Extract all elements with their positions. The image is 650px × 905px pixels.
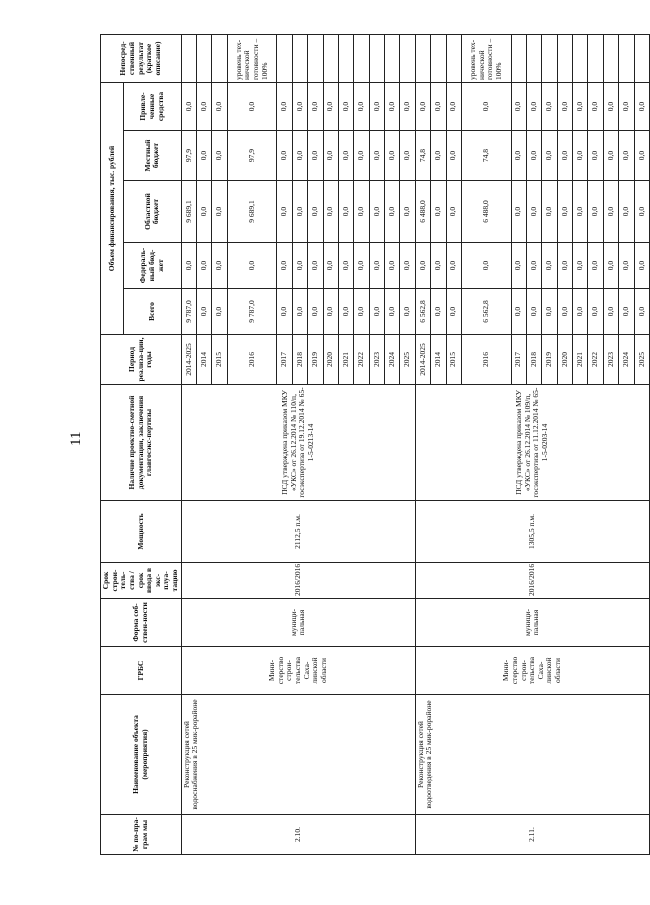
attracted-cell: 0,0 — [323, 83, 338, 131]
attracted-cell: 0,0 — [634, 83, 650, 131]
federal-cell: 0,0 — [603, 243, 618, 289]
local-cell: 0,0 — [369, 131, 384, 181]
federal-cell: 0,0 — [308, 243, 323, 289]
result-cell — [526, 35, 541, 83]
total-cell: 0,0 — [557, 289, 572, 335]
row-number: 2.11. — [415, 815, 649, 855]
period-cell: 2023 — [603, 335, 618, 385]
attracted-cell: 0,0 — [385, 83, 400, 131]
attracted-cell: 0,0 — [338, 83, 353, 131]
regional-cell: 0,0 — [603, 181, 618, 243]
result-cell — [354, 35, 369, 83]
result-cell — [511, 35, 526, 83]
attracted-cell: 0,0 — [227, 83, 277, 131]
period-cell: 2017 — [511, 335, 526, 385]
attracted-cell: 0,0 — [400, 83, 415, 131]
header-result: Непосред-ственный результат (краткое описание) — [101, 35, 182, 83]
result-cell — [573, 35, 588, 83]
local-cell: 0,0 — [323, 131, 338, 181]
period-cell: 2025 — [634, 335, 650, 385]
attracted-cell: 0,0 — [354, 83, 369, 131]
period-cell: 2014 — [197, 335, 212, 385]
header-name: Наименование объекта (мероприятия) — [101, 695, 182, 815]
total-cell: 0,0 — [292, 289, 307, 335]
period-cell: 2022 — [588, 335, 603, 385]
regional-cell: 0,0 — [526, 181, 541, 243]
local-cell: 0,0 — [573, 131, 588, 181]
rotated-table-wrapper — [100, 35, 646, 855]
local-cell: 0,0 — [292, 131, 307, 181]
period-cell: 2014-2025 — [181, 335, 196, 385]
total-cell: 0,0 — [573, 289, 588, 335]
total-cell: 0,0 — [588, 289, 603, 335]
program-table — [100, 34, 650, 855]
attracted-cell: 0,0 — [461, 83, 511, 131]
total-cell: 0,0 — [197, 289, 212, 335]
regional-cell: 0,0 — [369, 181, 384, 243]
period-cell: 2018 — [526, 335, 541, 385]
total-cell: 0,0 — [277, 289, 292, 335]
federal-cell: 0,0 — [588, 243, 603, 289]
page-number: 11 — [68, 431, 84, 446]
local-cell: 0,0 — [400, 131, 415, 181]
total-cell: 0,0 — [446, 289, 461, 335]
total-cell: 6 562,8 — [415, 289, 430, 335]
attracted-cell: 0,0 — [557, 83, 572, 131]
period-cell: 2018 — [292, 335, 307, 385]
federal-cell: 0,0 — [557, 243, 572, 289]
period-cell: 2024 — [619, 335, 634, 385]
total-cell: 0,0 — [619, 289, 634, 335]
regional-cell: 0,0 — [542, 181, 557, 243]
period-cell: 2020 — [323, 335, 338, 385]
federal-cell: 0,0 — [511, 243, 526, 289]
result-cell — [369, 35, 384, 83]
psd-cell: ПСД утверждена приказом МКУ «УКС» от 26.12.2014 № 109/п, госэкспертиза от 11.12.2014 № 65-1-5-0203-14 — [415, 385, 649, 501]
regional-cell: 0,0 — [277, 181, 292, 243]
federal-cell: 0,0 — [573, 243, 588, 289]
attracted-cell: 0,0 — [212, 83, 227, 131]
federal-cell: 0,0 — [354, 243, 369, 289]
result-cell — [323, 35, 338, 83]
header-term: Срок строи-тель-ства / срок ввода в экс-плуа-тацию — [101, 563, 182, 599]
federal-cell: 0,0 — [446, 243, 461, 289]
result-cell — [588, 35, 603, 83]
total-cell: 0,0 — [354, 289, 369, 335]
federal-cell: 0,0 — [197, 243, 212, 289]
regional-cell: 0,0 — [573, 181, 588, 243]
result-cell — [338, 35, 353, 83]
local-cell: 0,0 — [277, 131, 292, 181]
local-cell: 0,0 — [197, 131, 212, 181]
local-cell: 97,9 — [181, 131, 196, 181]
header-grbs: ГРБС — [101, 647, 182, 695]
header-no: № по-пра-грам мы — [101, 815, 182, 855]
regional-cell: 0,0 — [557, 181, 572, 243]
regional-cell: 0,0 — [634, 181, 650, 243]
local-cell: 0,0 — [354, 131, 369, 181]
federal-cell: 0,0 — [227, 243, 277, 289]
attracted-cell: 0,0 — [588, 83, 603, 131]
regional-cell: 9 689,1 — [181, 181, 196, 243]
attracted-cell: 0,0 — [511, 83, 526, 131]
header-psd: Наличие проектно-сметной документации, заключения главгосэкс-пертизы — [101, 385, 182, 501]
total-cell: 0,0 — [603, 289, 618, 335]
construction-term: 2016/2016 — [181, 563, 415, 599]
local-cell: 74,8 — [461, 131, 511, 181]
federal-cell: 0,0 — [461, 243, 511, 289]
regional-cell: 0,0 — [431, 181, 446, 243]
total-cell: 0,0 — [212, 289, 227, 335]
local-cell: 0,0 — [619, 131, 634, 181]
regional-cell: 0,0 — [588, 181, 603, 243]
header-regional: Областной бюджет — [124, 181, 181, 243]
header-finance: Объем финансирования, тыс. рублей — [101, 83, 124, 335]
local-cell: 0,0 — [542, 131, 557, 181]
attracted-cell: 0,0 — [542, 83, 557, 131]
header-row-top — [101, 35, 124, 855]
object-name: Реконструкция сетей водоснабжения в 25 мик-рорайоне — [181, 695, 415, 815]
period-cell: 2022 — [354, 335, 369, 385]
regional-cell: 0,0 — [308, 181, 323, 243]
header-federal: Федераль-ный бюд-жет — [124, 243, 181, 289]
capacity-cell: 2112,5 п.м. — [181, 501, 415, 563]
result-cell — [619, 35, 634, 83]
regional-cell: 0,0 — [323, 181, 338, 243]
total-cell: 0,0 — [400, 289, 415, 335]
header-local: Местный бюджет — [124, 131, 181, 181]
ownership-form: муници-пальная — [415, 599, 649, 647]
period-cell: 2019 — [308, 335, 323, 385]
period-cell: 2019 — [542, 335, 557, 385]
total-cell: 9 787,0 — [181, 289, 196, 335]
period-cell: 2024 — [385, 335, 400, 385]
result-cell — [277, 35, 292, 83]
regional-cell: 6 488,0 — [415, 181, 430, 243]
regional-cell: 9 689,1 — [227, 181, 277, 243]
result-cell — [446, 35, 461, 83]
total-cell: 0,0 — [511, 289, 526, 335]
local-cell: 0,0 — [603, 131, 618, 181]
header-form: Форма соб-ствен-ности — [101, 599, 182, 647]
header-total: Всего — [124, 289, 181, 335]
regional-cell: 0,0 — [354, 181, 369, 243]
total-cell: 0,0 — [323, 289, 338, 335]
federal-cell: 0,0 — [338, 243, 353, 289]
attracted-cell: 0,0 — [415, 83, 430, 131]
attracted-cell: 0,0 — [446, 83, 461, 131]
period-cell: 2016 — [227, 335, 277, 385]
local-cell: 74,8 — [415, 131, 430, 181]
regional-cell: 0,0 — [292, 181, 307, 243]
total-cell: 0,0 — [526, 289, 541, 335]
period-cell: 2017 — [277, 335, 292, 385]
federal-cell: 0,0 — [181, 243, 196, 289]
result-cell — [603, 35, 618, 83]
table-row — [415, 35, 430, 855]
total-cell: 0,0 — [542, 289, 557, 335]
regional-cell: 6 488,0 — [461, 181, 511, 243]
result-cell — [197, 35, 212, 83]
regional-cell: 0,0 — [511, 181, 526, 243]
attracted-cell: 0,0 — [431, 83, 446, 131]
attracted-cell: 0,0 — [292, 83, 307, 131]
total-cell: 0,0 — [431, 289, 446, 335]
local-cell: 0,0 — [431, 131, 446, 181]
result-cell — [385, 35, 400, 83]
header-attracted: Привле-ченные средства — [124, 83, 181, 131]
regional-cell: 0,0 — [446, 181, 461, 243]
federal-cell: 0,0 — [400, 243, 415, 289]
regional-cell: 0,0 — [197, 181, 212, 243]
attracted-cell: 0,0 — [603, 83, 618, 131]
total-cell: 0,0 — [338, 289, 353, 335]
result-cell — [542, 35, 557, 83]
regional-cell: 0,0 — [400, 181, 415, 243]
federal-cell: 0,0 — [292, 243, 307, 289]
result-cell: уровень тех-нической готовности – 100% — [461, 35, 511, 83]
table-body — [181, 35, 650, 855]
federal-cell: 0,0 — [542, 243, 557, 289]
regional-cell: 0,0 — [385, 181, 400, 243]
row-number: 2.10. — [181, 815, 415, 855]
local-cell: 97,9 — [227, 131, 277, 181]
period-cell: 2015 — [212, 335, 227, 385]
federal-cell: 0,0 — [369, 243, 384, 289]
attracted-cell: 0,0 — [181, 83, 196, 131]
total-cell: 0,0 — [634, 289, 650, 335]
attracted-cell: 0,0 — [277, 83, 292, 131]
local-cell: 0,0 — [446, 131, 461, 181]
psd-cell: ПСД утверждена приказом МКУ «УКС» от 26.12.2014 № 110/п, госэкспертиза от 19.12.2014 № 65-1-5-0213-14 — [181, 385, 415, 501]
result-cell — [557, 35, 572, 83]
period-cell: 2014 — [431, 335, 446, 385]
grbs-cell: Мини-стерство строи-тельства Саха-линской области — [415, 647, 649, 695]
ownership-form: муници-пальная — [181, 599, 415, 647]
capacity-cell: 1305,5 п.м. — [415, 501, 649, 563]
construction-term: 2016/2016 — [415, 563, 649, 599]
local-cell: 0,0 — [385, 131, 400, 181]
total-cell: 0,0 — [369, 289, 384, 335]
attracted-cell: 0,0 — [369, 83, 384, 131]
period-cell: 2025 — [400, 335, 415, 385]
result-cell — [292, 35, 307, 83]
period-cell: 2020 — [557, 335, 572, 385]
period-cell: 2014-2025 — [415, 335, 430, 385]
attracted-cell: 0,0 — [573, 83, 588, 131]
local-cell: 0,0 — [588, 131, 603, 181]
table-row — [181, 35, 196, 855]
period-cell: 2021 — [338, 335, 353, 385]
period-cell: 2021 — [573, 335, 588, 385]
header-power: Мощность — [101, 501, 182, 563]
attracted-cell: 0,0 — [197, 83, 212, 131]
result-cell — [181, 35, 196, 83]
result-cell — [400, 35, 415, 83]
attracted-cell: 0,0 — [619, 83, 634, 131]
period-cell: 2015 — [446, 335, 461, 385]
local-cell: 0,0 — [212, 131, 227, 181]
federal-cell: 0,0 — [323, 243, 338, 289]
result-cell: уровень тех-нической готовности – 100% — [227, 35, 277, 83]
total-cell: 6 562,8 — [461, 289, 511, 335]
local-cell: 0,0 — [338, 131, 353, 181]
federal-cell: 0,0 — [415, 243, 430, 289]
federal-cell: 0,0 — [385, 243, 400, 289]
period-cell: 2023 — [369, 335, 384, 385]
federal-cell: 0,0 — [634, 243, 650, 289]
attracted-cell: 0,0 — [308, 83, 323, 131]
period-cell: 2016 — [461, 335, 511, 385]
result-cell — [308, 35, 323, 83]
federal-cell: 0,0 — [277, 243, 292, 289]
attracted-cell: 0,0 — [526, 83, 541, 131]
local-cell: 0,0 — [526, 131, 541, 181]
result-cell — [431, 35, 446, 83]
federal-cell: 0,0 — [619, 243, 634, 289]
grbs-cell: Мини-стерство строи-тельства Саха-линской области — [181, 647, 415, 695]
regional-cell: 0,0 — [338, 181, 353, 243]
local-cell: 0,0 — [634, 131, 650, 181]
regional-cell: 0,0 — [619, 181, 634, 243]
federal-cell: 0,0 — [526, 243, 541, 289]
total-cell: 0,0 — [385, 289, 400, 335]
local-cell: 0,0 — [557, 131, 572, 181]
result-cell — [415, 35, 430, 83]
total-cell: 9 787,0 — [227, 289, 277, 335]
total-cell: 0,0 — [308, 289, 323, 335]
regional-cell: 0,0 — [212, 181, 227, 243]
local-cell: 0,0 — [308, 131, 323, 181]
result-cell — [634, 35, 650, 83]
header-period: Период реализа-ции, годы — [101, 335, 182, 385]
federal-cell: 0,0 — [212, 243, 227, 289]
result-cell — [212, 35, 227, 83]
local-cell: 0,0 — [511, 131, 526, 181]
object-name: Реконструкция сетей водоотведения в 25 мик-рорайоне — [415, 695, 649, 815]
federal-cell: 0,0 — [431, 243, 446, 289]
